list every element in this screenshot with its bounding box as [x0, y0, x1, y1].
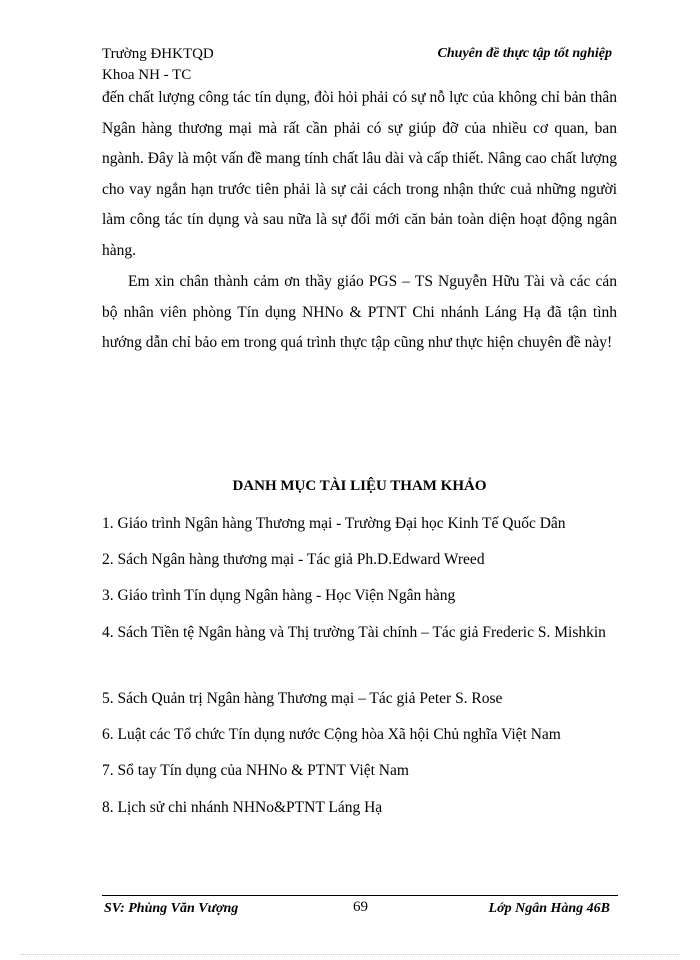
page-bottom-edge	[20, 954, 680, 955]
reference-item: 4. Sách Tiền tệ Ngân hàng và Thị trường Tài chính – Tác giả Frederic S. Mishkin	[102, 624, 606, 641]
paragraph-text: Em xin chân thành cảm ơn thầy giáo PGS – TS Nguyễn Hữu Tài và các cán bộ nhân viên phòng Tín dụng NHNo & PTNT Chi nhánh Láng Hạ đã tận tình hướng dẫn chỉ bảo em trong quá trình thực tập cũng như thực hiện chuyên đề này!	[102, 273, 617, 351]
reference-item: 5. Sách Quản trị Ngân hàng Thương mại – Tác giả Peter S. Rose	[102, 690, 503, 707]
faculty-name: Khoa NH - TC	[102, 67, 192, 83]
body-paragraph-2	[102, 267, 617, 359]
document-type: Chuyên đề thực tập tốt nghiệp	[437, 46, 612, 61]
footer-class: Lớp Ngân Hàng 46B	[488, 901, 610, 916]
reference-item: 8. Lịch sử chi nhánh NHNo&PTNT Láng Hạ	[102, 799, 383, 816]
page-number: 69	[353, 899, 368, 915]
body-paragraph-1	[102, 83, 617, 266]
reference-item: 6. Luật các Tổ chức Tín dụng nước Cộng hòa Xã hội Chủ nghĩa Việt Nam	[102, 726, 561, 743]
reference-item: 2. Sách Ngân hàng thương mại - Tác giả Ph.D.Edward Wreed	[102, 551, 485, 568]
paragraph-text: đến chất lượng công tác tín dụng, đòi hỏi phải có sự nỗ lực của không chỉ bản thân Ngân hàng thương mại mà rất cần phải có sự giúp đỡ của nhiều cơ quan, ban ngành. Đây là một vấn đề mang tính chất lâu dài và cấp thiết. Nâng cao chất lượng cho vay ngắn hạn trước tiên phải là sự cải cách trong nhận thức cuả những người làm công tác tín dụng và sau nữa là sự đổi mới căn bản toàn diện hoạt động ngân hàng.	[102, 89, 617, 259]
school-name: Trường ĐHKTQD	[102, 46, 214, 62]
footer-divider	[102, 895, 618, 896]
footer-student: SV: Phùng Văn Vượng	[104, 901, 239, 916]
reference-item: 1. Giáo trình Ngân hàng Thương mại - Trường Đại học Kinh Tế Quốc Dân	[102, 515, 566, 532]
reference-item: 7. Sổ tay Tín dụng của NHNo & PTNT Việt Nam	[102, 762, 409, 779]
page-header-left	[102, 44, 214, 86]
references-title: DANH MỤC TÀI LIỆU THAM KHẢO	[232, 478, 487, 494]
reference-item: 3. Giáo trình Tín dụng Ngân hàng - Học Viện Ngân hàng	[102, 587, 456, 604]
